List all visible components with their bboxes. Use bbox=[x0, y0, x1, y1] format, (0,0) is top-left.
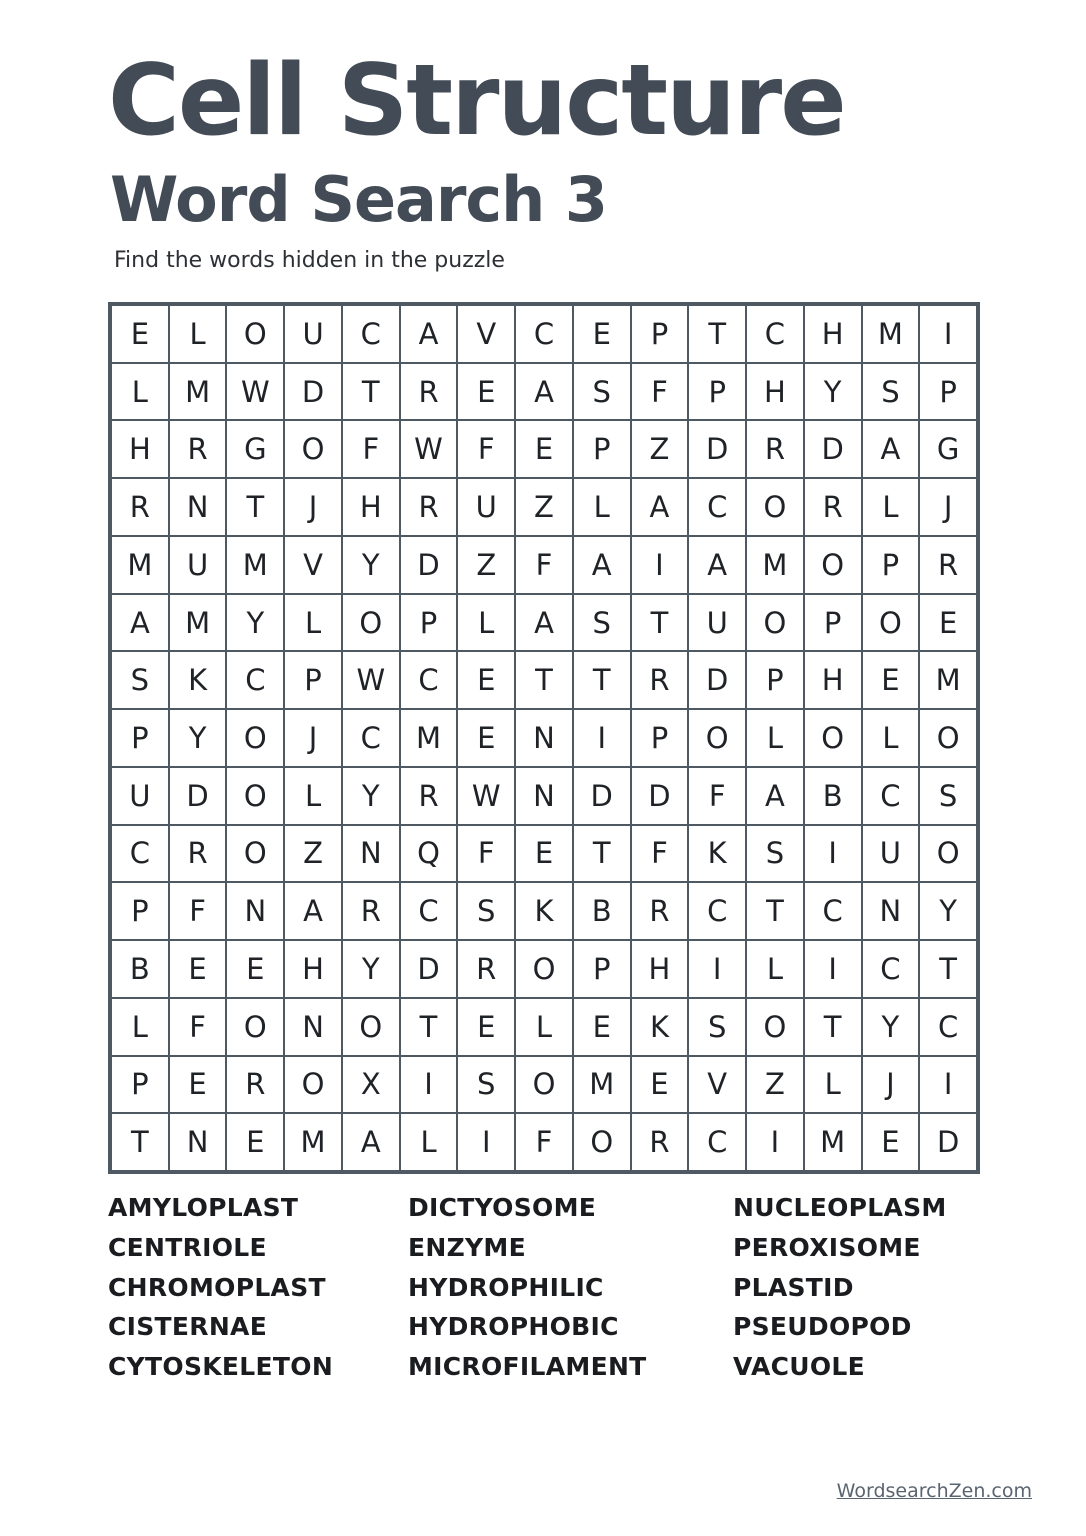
grid-cell[interactable]: P bbox=[632, 710, 688, 766]
page-subtitle: Word Search 3 bbox=[110, 163, 608, 236]
grid-cell[interactable]: O bbox=[343, 999, 399, 1055]
grid-cell[interactable]: D bbox=[689, 421, 745, 477]
grid-cell[interactable]: S bbox=[574, 595, 630, 651]
grid-cell[interactable]: D bbox=[285, 364, 341, 420]
grid-cell[interactable]: O bbox=[227, 999, 283, 1055]
grid-cell[interactable]: R bbox=[401, 479, 457, 535]
grid-cell[interactable]: L bbox=[112, 364, 168, 420]
grid-cell[interactable]: T bbox=[632, 595, 688, 651]
grid-cell[interactable]: A bbox=[516, 364, 572, 420]
word-list-column-1 bbox=[108, 1188, 333, 1387]
grid-cell[interactable]: A bbox=[285, 883, 341, 939]
grid-cell[interactable]: L bbox=[285, 595, 341, 651]
grid-cell[interactable]: K bbox=[516, 883, 572, 939]
grid-cell[interactable]: C bbox=[343, 306, 399, 362]
grid-cell[interactable]: M bbox=[863, 306, 919, 362]
grid-cell[interactable]: C bbox=[689, 883, 745, 939]
grid-cell[interactable]: S bbox=[920, 768, 976, 824]
grid-cell[interactable]: U bbox=[285, 306, 341, 362]
grid-cell[interactable]: F bbox=[632, 364, 688, 420]
instructions: Find the words hidden in the puzzle bbox=[114, 248, 505, 273]
grid-cell[interactable]: U bbox=[112, 768, 168, 824]
grid-cell[interactable]: Y bbox=[227, 595, 283, 651]
grid-cell[interactable]: Y bbox=[343, 768, 399, 824]
grid-cell[interactable]: C bbox=[689, 479, 745, 535]
grid-cell[interactable]: N bbox=[343, 826, 399, 882]
grid-cell[interactable]: R bbox=[920, 537, 976, 593]
grid-cell[interactable]: M bbox=[920, 652, 976, 708]
grid-cell[interactable]: Z bbox=[632, 421, 688, 477]
grid-cell[interactable]: I bbox=[920, 306, 976, 362]
grid-cell[interactable]: R bbox=[401, 364, 457, 420]
grid-cell[interactable]: L bbox=[747, 941, 803, 997]
grid-cell[interactable]: F bbox=[632, 826, 688, 882]
grid-cell[interactable]: R bbox=[632, 1114, 688, 1170]
grid-cell[interactable]: P bbox=[747, 652, 803, 708]
grid-cell[interactable]: N bbox=[863, 883, 919, 939]
grid-cell[interactable]: E bbox=[227, 941, 283, 997]
grid-cell[interactable]: O bbox=[747, 479, 803, 535]
grid-cell[interactable]: O bbox=[805, 537, 861, 593]
grid-cell[interactable]: O bbox=[747, 595, 803, 651]
grid-cell[interactable]: Y bbox=[343, 537, 399, 593]
grid-cell[interactable]: M bbox=[227, 537, 283, 593]
grid-cell[interactable]: L bbox=[170, 306, 226, 362]
grid-cell[interactable]: E bbox=[863, 1114, 919, 1170]
word-list-column-3 bbox=[733, 1188, 947, 1387]
grid-cell[interactable]: Y bbox=[343, 941, 399, 997]
grid-cell[interactable]: D bbox=[401, 537, 457, 593]
grid-cell[interactable]: A bbox=[574, 537, 630, 593]
grid-cell[interactable]: L bbox=[458, 595, 514, 651]
grid-cell[interactable]: U bbox=[689, 595, 745, 651]
grid-cell[interactable]: P bbox=[805, 595, 861, 651]
grid-cell[interactable]: N bbox=[170, 1114, 226, 1170]
grid-cell[interactable]: O bbox=[920, 826, 976, 882]
grid-cell[interactable]: A bbox=[516, 595, 572, 651]
grid-cell[interactable]: E bbox=[863, 652, 919, 708]
grid-cell[interactable]: U bbox=[458, 479, 514, 535]
grid-cell[interactable]: T bbox=[112, 1114, 168, 1170]
grid-cell[interactable]: V bbox=[689, 1057, 745, 1113]
grid-cell[interactable]: L bbox=[863, 479, 919, 535]
word-list-column-2 bbox=[408, 1188, 647, 1387]
word-search-grid bbox=[108, 302, 980, 1174]
grid-cell[interactable]: P bbox=[920, 364, 976, 420]
grid-cell[interactable]: C bbox=[863, 768, 919, 824]
grid-cell[interactable]: O bbox=[516, 1057, 572, 1113]
grid-cell[interactable]: S bbox=[689, 999, 745, 1055]
grid-cell[interactable]: F bbox=[458, 421, 514, 477]
grid-cell[interactable]: A bbox=[689, 537, 745, 593]
grid-cell[interactable]: H bbox=[285, 941, 341, 997]
grid-cell[interactable]: O bbox=[863, 595, 919, 651]
grid-cell[interactable]: J bbox=[920, 479, 976, 535]
grid-cell[interactable]: R bbox=[632, 883, 688, 939]
grid-cell[interactable]: C bbox=[747, 306, 803, 362]
grid-cell[interactable]: O bbox=[747, 999, 803, 1055]
grid-cell[interactable]: I bbox=[747, 1114, 803, 1170]
grid-cell[interactable]: I bbox=[458, 1114, 514, 1170]
grid-cell[interactable]: Z bbox=[516, 479, 572, 535]
grid-cell[interactable]: I bbox=[805, 941, 861, 997]
grid-cell[interactable]: C bbox=[689, 1114, 745, 1170]
grid-cell[interactable]: O bbox=[516, 941, 572, 997]
grid-cell[interactable]: P bbox=[574, 421, 630, 477]
grid-cell[interactable]: H bbox=[747, 364, 803, 420]
grid-cell[interactable]: E bbox=[516, 421, 572, 477]
word-list-item: CENTRIOLE bbox=[108, 1232, 267, 1262]
grid-cell[interactable]: M bbox=[574, 1057, 630, 1113]
grid-cell[interactable]: M bbox=[170, 364, 226, 420]
grid-cell[interactable]: F bbox=[170, 883, 226, 939]
grid-cell[interactable]: A bbox=[401, 306, 457, 362]
grid-cell[interactable]: J bbox=[285, 710, 341, 766]
page-title: Cell Structure bbox=[108, 44, 845, 158]
grid-cell[interactable]: A bbox=[863, 421, 919, 477]
grid-cell[interactable]: S bbox=[458, 883, 514, 939]
word-list-item: HYDROPHILIC bbox=[408, 1272, 604, 1302]
grid-cell[interactable]: P bbox=[285, 652, 341, 708]
grid-cell[interactable]: E bbox=[632, 1057, 688, 1113]
grid-cell[interactable]: L bbox=[285, 768, 341, 824]
grid-cell[interactable]: E bbox=[458, 710, 514, 766]
grid-cell[interactable]: P bbox=[689, 364, 745, 420]
grid-cell[interactable]: L bbox=[805, 1057, 861, 1113]
grid-cell[interactable]: E bbox=[170, 941, 226, 997]
grid-cell[interactable]: T bbox=[689, 306, 745, 362]
grid-cell[interactable]: E bbox=[458, 652, 514, 708]
grid-cell[interactable]: S bbox=[458, 1057, 514, 1113]
grid-cell[interactable]: R bbox=[170, 421, 226, 477]
grid-cell[interactable]: C bbox=[343, 710, 399, 766]
grid-cell[interactable]: F bbox=[170, 999, 226, 1055]
grid-cell[interactable]: M bbox=[805, 1114, 861, 1170]
grid-cell[interactable]: C bbox=[401, 883, 457, 939]
grid-cell[interactable]: C bbox=[920, 999, 976, 1055]
grid-cell[interactable]: J bbox=[285, 479, 341, 535]
grid-cell[interactable]: H bbox=[805, 652, 861, 708]
grid-cell[interactable]: Z bbox=[285, 826, 341, 882]
grid-cell[interactable]: R bbox=[401, 768, 457, 824]
grid-cell[interactable]: C bbox=[227, 652, 283, 708]
grid-cell[interactable]: H bbox=[632, 941, 688, 997]
grid-cell[interactable]: C bbox=[516, 306, 572, 362]
grid-cell[interactable]: S bbox=[863, 364, 919, 420]
grid-cell[interactable]: B bbox=[112, 941, 168, 997]
grid-cell[interactable]: E bbox=[227, 1114, 283, 1170]
grid-cell[interactable]: R bbox=[343, 883, 399, 939]
grid-cell[interactable]: K bbox=[632, 999, 688, 1055]
grid-cell[interactable]: Z bbox=[458, 537, 514, 593]
word-list-item: PEROXISOME bbox=[733, 1232, 921, 1262]
grid-cell[interactable]: A bbox=[632, 479, 688, 535]
grid-cell[interactable]: M bbox=[747, 537, 803, 593]
grid-cell[interactable]: I bbox=[632, 537, 688, 593]
grid-cell[interactable]: T bbox=[574, 652, 630, 708]
grid-cell[interactable]: P bbox=[574, 941, 630, 997]
grid-cell[interactable]: D bbox=[574, 768, 630, 824]
grid-cell[interactable]: O bbox=[227, 768, 283, 824]
grid-cell[interactable]: C bbox=[112, 826, 168, 882]
grid-cell[interactable]: M bbox=[401, 710, 457, 766]
grid-cell[interactable]: G bbox=[227, 421, 283, 477]
grid-cell[interactable]: O bbox=[227, 826, 283, 882]
grid-cell[interactable]: O bbox=[805, 710, 861, 766]
grid-cell[interactable]: I bbox=[401, 1057, 457, 1113]
grid-cell[interactable]: N bbox=[516, 710, 572, 766]
word-list-item: ENZYME bbox=[408, 1232, 526, 1262]
grid-cell[interactable]: U bbox=[863, 826, 919, 882]
grid-cell[interactable]: E bbox=[170, 1057, 226, 1113]
grid-cell[interactable]: W bbox=[343, 652, 399, 708]
grid-cell[interactable]: Q bbox=[401, 826, 457, 882]
grid-cell[interactable]: S bbox=[574, 364, 630, 420]
grid-cell[interactable]: S bbox=[112, 652, 168, 708]
grid-cell[interactable]: T bbox=[343, 364, 399, 420]
grid-cell[interactable]: L bbox=[747, 710, 803, 766]
grid-cell[interactable]: A bbox=[112, 595, 168, 651]
grid-cell[interactable]: E bbox=[516, 826, 572, 882]
word-list-item: NUCLEOPLASM bbox=[733, 1193, 947, 1222]
grid-cell[interactable]: R bbox=[747, 421, 803, 477]
word-list-item: PSEUDOPOD bbox=[733, 1312, 912, 1342]
grid-cell[interactable]: P bbox=[112, 1057, 168, 1113]
grid-cell[interactable]: M bbox=[285, 1114, 341, 1170]
grid-cell[interactable]: N bbox=[285, 999, 341, 1055]
grid-cell[interactable]: N bbox=[170, 479, 226, 535]
grid-cell[interactable]: E bbox=[458, 999, 514, 1055]
grid-cell[interactable]: I bbox=[920, 1057, 976, 1113]
word-list bbox=[108, 1188, 1008, 1398]
grid-cell[interactable]: N bbox=[516, 768, 572, 824]
grid-cell[interactable]: I bbox=[574, 710, 630, 766]
grid-cell[interactable]: D bbox=[805, 421, 861, 477]
grid-cell[interactable]: R bbox=[632, 652, 688, 708]
grid-cell[interactable]: I bbox=[689, 941, 745, 997]
grid-cell[interactable]: F bbox=[343, 421, 399, 477]
grid-cell[interactable]: X bbox=[343, 1057, 399, 1113]
grid-cell[interactable]: A bbox=[747, 768, 803, 824]
grid-cell[interactable]: E bbox=[112, 306, 168, 362]
grid-cell[interactable]: H bbox=[112, 421, 168, 477]
grid-cell[interactable]: L bbox=[863, 710, 919, 766]
grid-cell[interactable]: F bbox=[458, 826, 514, 882]
grid-cell[interactable]: R bbox=[112, 479, 168, 535]
word-list-item: CYTOSKELETON bbox=[108, 1352, 334, 1382]
grid-cell[interactable]: L bbox=[401, 1114, 457, 1170]
grid-cell[interactable]: C bbox=[805, 883, 861, 939]
grid-cell[interactable]: H bbox=[343, 479, 399, 535]
grid-cell[interactable]: E bbox=[920, 595, 976, 651]
grid-cell[interactable]: D bbox=[170, 768, 226, 824]
grid-cell[interactable]: W bbox=[227, 364, 283, 420]
grid-cell[interactable]: Z bbox=[747, 1057, 803, 1113]
grid-cell[interactable]: B bbox=[805, 768, 861, 824]
grid-cell[interactable]: E bbox=[574, 306, 630, 362]
grid-cell[interactable]: T bbox=[401, 999, 457, 1055]
grid-cell[interactable]: C bbox=[863, 941, 919, 997]
grid-cell[interactable]: L bbox=[112, 999, 168, 1055]
grid-cell[interactable]: A bbox=[343, 1114, 399, 1170]
grid-cell[interactable]: D bbox=[632, 768, 688, 824]
grid-cell[interactable]: T bbox=[805, 999, 861, 1055]
grid-cell[interactable]: P bbox=[401, 595, 457, 651]
grid-cell[interactable]: E bbox=[574, 999, 630, 1055]
grid-cell[interactable]: Y bbox=[920, 883, 976, 939]
grid-cell[interactable]: R bbox=[458, 941, 514, 997]
grid-cell[interactable]: K bbox=[689, 826, 745, 882]
grid-cell[interactable]: S bbox=[747, 826, 803, 882]
grid-cell[interactable]: T bbox=[574, 826, 630, 882]
grid-cell[interactable]: T bbox=[920, 941, 976, 997]
grid-cell[interactable]: O bbox=[227, 306, 283, 362]
grid-cell[interactable]: K bbox=[170, 652, 226, 708]
grid-cell[interactable]: O bbox=[227, 710, 283, 766]
grid-cell[interactable]: O bbox=[343, 595, 399, 651]
grid-cell[interactable]: P bbox=[863, 537, 919, 593]
word-list-item: VACUOLE bbox=[733, 1352, 866, 1382]
grid-cell[interactable]: R bbox=[227, 1057, 283, 1113]
word-list-item: CHROMOPLAST bbox=[108, 1272, 326, 1302]
grid-cell[interactable]: F bbox=[516, 537, 572, 593]
grid-cell[interactable]: P bbox=[112, 883, 168, 939]
grid-cell[interactable]: V bbox=[458, 306, 514, 362]
grid-cell[interactable]: F bbox=[689, 768, 745, 824]
grid-cell[interactable]: I bbox=[805, 826, 861, 882]
grid-cell[interactable]: J bbox=[863, 1057, 919, 1113]
grid-cell[interactable]: G bbox=[920, 421, 976, 477]
grid-cell[interactable]: O bbox=[689, 710, 745, 766]
grid-cell[interactable]: M bbox=[112, 537, 168, 593]
grid-cell[interactable]: W bbox=[458, 768, 514, 824]
grid-cell[interactable]: T bbox=[747, 883, 803, 939]
word-list-item: MICROFILAMENT bbox=[408, 1352, 647, 1382]
grid-cell[interactable]: O bbox=[285, 421, 341, 477]
grid-cell[interactable]: M bbox=[170, 595, 226, 651]
grid-cell[interactable]: Y bbox=[863, 999, 919, 1055]
grid-cell[interactable]: D bbox=[920, 1114, 976, 1170]
grid-cell[interactable]: P bbox=[112, 710, 168, 766]
grid-cell[interactable]: C bbox=[401, 652, 457, 708]
grid-cell[interactable]: O bbox=[920, 710, 976, 766]
grid-cell[interactable]: R bbox=[170, 826, 226, 882]
grid-cell[interactable]: R bbox=[805, 479, 861, 535]
grid-cell[interactable]: W bbox=[401, 421, 457, 477]
grid-cell[interactable]: T bbox=[516, 652, 572, 708]
site-link[interactable]: WordsearchZen.com bbox=[836, 1480, 1032, 1502]
grid-cell[interactable]: F bbox=[516, 1114, 572, 1170]
grid-cell[interactable]: H bbox=[805, 306, 861, 362]
grid-cell[interactable]: O bbox=[574, 1114, 630, 1170]
grid-cell[interactable]: N bbox=[227, 883, 283, 939]
grid-cell[interactable]: P bbox=[632, 306, 688, 362]
grid-cell[interactable]: Y bbox=[170, 710, 226, 766]
grid-cell[interactable]: E bbox=[458, 364, 514, 420]
grid-cell[interactable]: V bbox=[285, 537, 341, 593]
grid-cell[interactable]: T bbox=[227, 479, 283, 535]
word-list-item: PLASTID bbox=[733, 1272, 854, 1302]
grid-cell[interactable]: L bbox=[574, 479, 630, 535]
grid-cell[interactable]: L bbox=[516, 999, 572, 1055]
grid-cell[interactable]: U bbox=[170, 537, 226, 593]
grid-cell[interactable]: B bbox=[574, 883, 630, 939]
grid-cell[interactable]: D bbox=[401, 941, 457, 997]
word-list-item: HYDROPHOBIC bbox=[408, 1312, 619, 1342]
word-list-item: CISTERNAE bbox=[108, 1312, 268, 1342]
grid-cell[interactable]: D bbox=[689, 652, 745, 708]
word-list-item: AMYLOPLAST bbox=[108, 1193, 299, 1222]
word-list-item: DICTYOSOME bbox=[408, 1193, 597, 1222]
grid-cell[interactable]: Y bbox=[805, 364, 861, 420]
grid-cell[interactable]: O bbox=[285, 1057, 341, 1113]
